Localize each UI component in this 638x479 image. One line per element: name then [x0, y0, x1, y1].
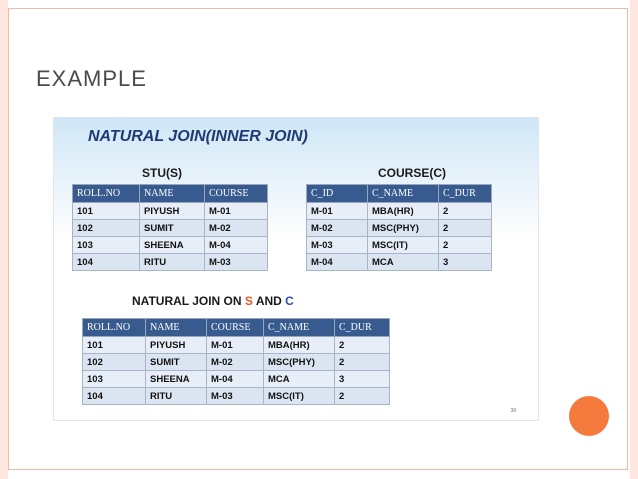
- table-row: [307, 203, 492, 220]
- table-cell: MBA(HR): [264, 337, 335, 354]
- join-caption: [132, 294, 294, 308]
- table-row: [73, 237, 268, 254]
- table-cell: RITU: [140, 254, 205, 271]
- table-row: [307, 220, 492, 237]
- stu-table: [72, 184, 268, 271]
- column-header: NAME: [146, 319, 207, 337]
- image-heading: NATURAL JOIN(INNER JOIN): [88, 128, 308, 145]
- column-header: COURSE: [207, 319, 264, 337]
- table-cell: RITU: [146, 388, 207, 405]
- table-cell: 2: [439, 203, 492, 220]
- table-cell: 2: [335, 388, 390, 405]
- table-cell: M-04: [207, 371, 264, 388]
- table-header-row: [83, 319, 390, 337]
- table-row: [73, 220, 268, 237]
- table-cell: 104: [73, 254, 140, 271]
- table-cell: 104: [83, 388, 146, 405]
- join-caption-s: S: [244, 294, 253, 308]
- table-cell: M-03: [205, 254, 268, 271]
- table-row: [83, 371, 390, 388]
- table-cell: SUMIT: [146, 354, 207, 371]
- stu-table-caption: STU(S): [142, 166, 182, 180]
- table-cell: M-03: [307, 237, 368, 254]
- column-header: NAME: [140, 185, 205, 203]
- page-number: 38: [510, 408, 516, 414]
- join-caption-and: AND: [255, 294, 282, 308]
- table-header-row: [307, 185, 492, 203]
- table-cell: SUMIT: [140, 220, 205, 237]
- table-cell: 3: [335, 371, 390, 388]
- slide-border-right: [630, 0, 638, 479]
- table-cell: MSC(IT): [264, 388, 335, 405]
- decorative-orange-circle: [569, 396, 609, 436]
- column-header: C_DUR: [335, 319, 390, 337]
- table-cell: M-04: [205, 237, 268, 254]
- table-cell: PIYUSH: [146, 337, 207, 354]
- table-cell: M-01: [307, 203, 368, 220]
- table-cell: 103: [83, 371, 146, 388]
- table-cell: SHEENA: [146, 371, 207, 388]
- table-row: [83, 354, 390, 371]
- column-header: C_ID: [307, 185, 368, 203]
- table-row: [73, 203, 268, 220]
- table-cell: M-02: [205, 220, 268, 237]
- table-cell: 102: [73, 220, 140, 237]
- join-caption-prefix: NATURAL JOIN ON: [132, 294, 242, 308]
- table-cell: M-01: [205, 203, 268, 220]
- table-row: [73, 254, 268, 271]
- table-cell: MBA(HR): [368, 203, 439, 220]
- table-cell: MSC(IT): [368, 237, 439, 254]
- course-table: [306, 184, 492, 271]
- table-cell: 3: [439, 254, 492, 271]
- column-header: COURSE: [205, 185, 268, 203]
- example-image: [53, 117, 539, 421]
- table-cell: MSC(PHY): [368, 220, 439, 237]
- table-row: [83, 388, 390, 405]
- table-header-row: [73, 185, 268, 203]
- table-cell: MCA: [368, 254, 439, 271]
- table-row: [307, 237, 492, 254]
- join-caption-c: C: [285, 294, 294, 308]
- table-cell: M-01: [207, 337, 264, 354]
- table-cell: MSC(PHY): [264, 354, 335, 371]
- table-cell: 101: [83, 337, 146, 354]
- column-header: ROLL.NO: [83, 319, 146, 337]
- table-cell: 2: [335, 337, 390, 354]
- slide-border-left: [0, 0, 8, 479]
- table-cell: SHEENA: [140, 237, 205, 254]
- table-cell: 103: [73, 237, 140, 254]
- column-header: ROLL.NO: [73, 185, 140, 203]
- table-cell: 101: [73, 203, 140, 220]
- table-cell: M-04: [307, 254, 368, 271]
- table-cell: PIYUSH: [140, 203, 205, 220]
- table-row: [307, 254, 492, 271]
- table-row: [83, 337, 390, 354]
- table-cell: MCA: [264, 371, 335, 388]
- table-cell: M-02: [207, 354, 264, 371]
- natural-join-result-table: [82, 318, 390, 405]
- table-cell: 2: [335, 354, 390, 371]
- column-header: C_DUR: [439, 185, 492, 203]
- column-header: C_NAME: [264, 319, 335, 337]
- table-cell: 102: [83, 354, 146, 371]
- table-cell: 2: [439, 237, 492, 254]
- slide-title: EXAMPLE: [36, 66, 147, 91]
- column-header: C_NAME: [368, 185, 439, 203]
- table-cell: 2: [439, 220, 492, 237]
- course-table-caption: COURSE(C): [378, 166, 446, 180]
- table-cell: M-03: [207, 388, 264, 405]
- table-cell: M-02: [307, 220, 368, 237]
